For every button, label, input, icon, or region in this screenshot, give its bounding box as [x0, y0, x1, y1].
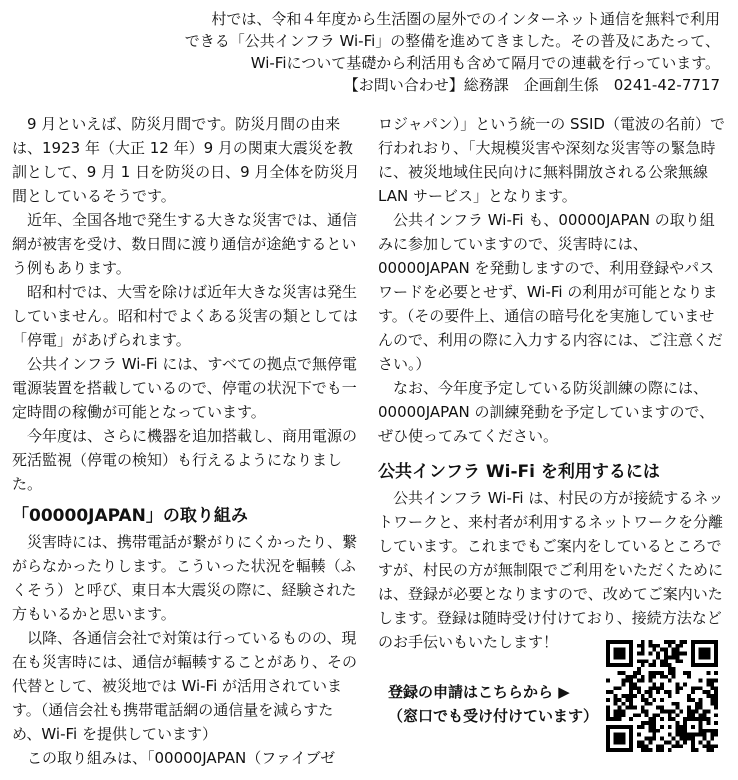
- registration-cta: [388, 680, 598, 728]
- intro-line-1: 村では、令和４年度から生活圏の屋外でのインターネット通信を無料で利用: [211, 10, 720, 28]
- left-column: [12, 112, 362, 770]
- section-heading-00000japan: 「00000JAPAN」の取り組み: [12, 506, 248, 526]
- intro-line-2: できる「公共インフラ Wi-Fi」の整備を進めてきました。その普及にあたって、: [184, 32, 720, 50]
- qr-code-icon[interactable]: [606, 640, 718, 752]
- right-column: [378, 112, 728, 654]
- paragraph: 災害時には、携帯電話が繋がりにくかったり、繋がらなかったりします。こういった状況を輻輳（ふくそう）と呼び、東日本大震災の際に、経験された方もいるかと思います。: [12, 533, 358, 623]
- intro-contact-line: 【お問い合わせ】総務課 企画創生係 0241-42-7717: [343, 76, 720, 94]
- paragraph: 今年度は、さらに機器を追加搭載し、商用電源の死活監視（停電の検知）も行えるようになりました。: [12, 427, 358, 493]
- paragraph: この取り組みは、「00000JAPAN（ファイブゼ: [27, 749, 336, 767]
- section-heading-wifi-usage: 公共インフラ Wi-Fi を利用するには: [378, 462, 660, 482]
- paragraph: 公共インフラ Wi-Fi も、00000JAPAN の取り組みに参加していますので、災害時には、00000JAPAN を発動しますので、利用登録やパスワードを必要とせず、Wi-Fi の利用が可能となります。（その要件上、通信の暗号化を実施していませんので、利用の際に入力する内容には、ご注意ください。）: [378, 211, 723, 373]
- paragraph: 昭和村では、大雪を除けば近年大きな災害は発生していません。昭和村でよくある災害の類としては「停電」があげられます。: [12, 283, 358, 349]
- paragraph: 9 月といえば、防災月間です。防災月間の由来は、1923 年（大正 12 年）9 月の関東大震災を教訓として、9 月 1 日を防災の日、9 月全体を防災月間としているそうです。: [12, 115, 360, 205]
- registration-cta-line-1: 登録の申請はこちらから ▶: [388, 683, 570, 701]
- qr-code-graphic: [606, 640, 718, 752]
- registration-cta-line-2: （窓口でも受け付けています）: [388, 707, 599, 725]
- paragraph: なお、今年度予定している防災訓練の際には、00000JAPAN の訓練発動を予定していますので、ぜひ使ってみてください。: [378, 379, 715, 445]
- paragraph: 近年、全国各地で発生する大きな災害では、通信網が被害を受け、数日間に渡り通信が途絶するという例もあります。: [12, 211, 358, 277]
- paragraph: 公共インフラ Wi-Fi には、すべての拠点で無停電電源装置を搭載しているので、停電の状況下でも一定時間の稼働が可能となっています。: [12, 355, 358, 421]
- paragraph: ロジャパン）」という統一の SSID（電波の名前）で行われおり、「大規模災害や深刻な災害等の緊急時に、被災地域住民向けに無料開放される公衆無線 LAN サービス」となります。: [378, 115, 725, 205]
- paragraph: 以降、各通信会社で対策は行っているものの、現在も災害時には、通信が輻輳することがあり、その代替として、被災地では Wi-Fi が活用されています。（通信会社も携帯電話網の通信量を減らすため、Wi-Fi を提供しています）: [12, 629, 358, 743]
- intro-block: [185, 8, 720, 96]
- intro-line-3: Wi-Fiについて基礎から利活用も含めて隔月での連載を行っています。: [250, 54, 720, 72]
- paragraph: 公共インフラ Wi-Fi は、村民の方が接続するネットワークと、来村者が利用するネットワークを分離しています。これまでもご案内をしているところですが、村民の方が無制限でご利用をいただくためには、登録が必要となりますので、改めてご案内いたします。登録は随時受け付けており、接続方法などのお手伝いもいたします！: [378, 489, 724, 651]
